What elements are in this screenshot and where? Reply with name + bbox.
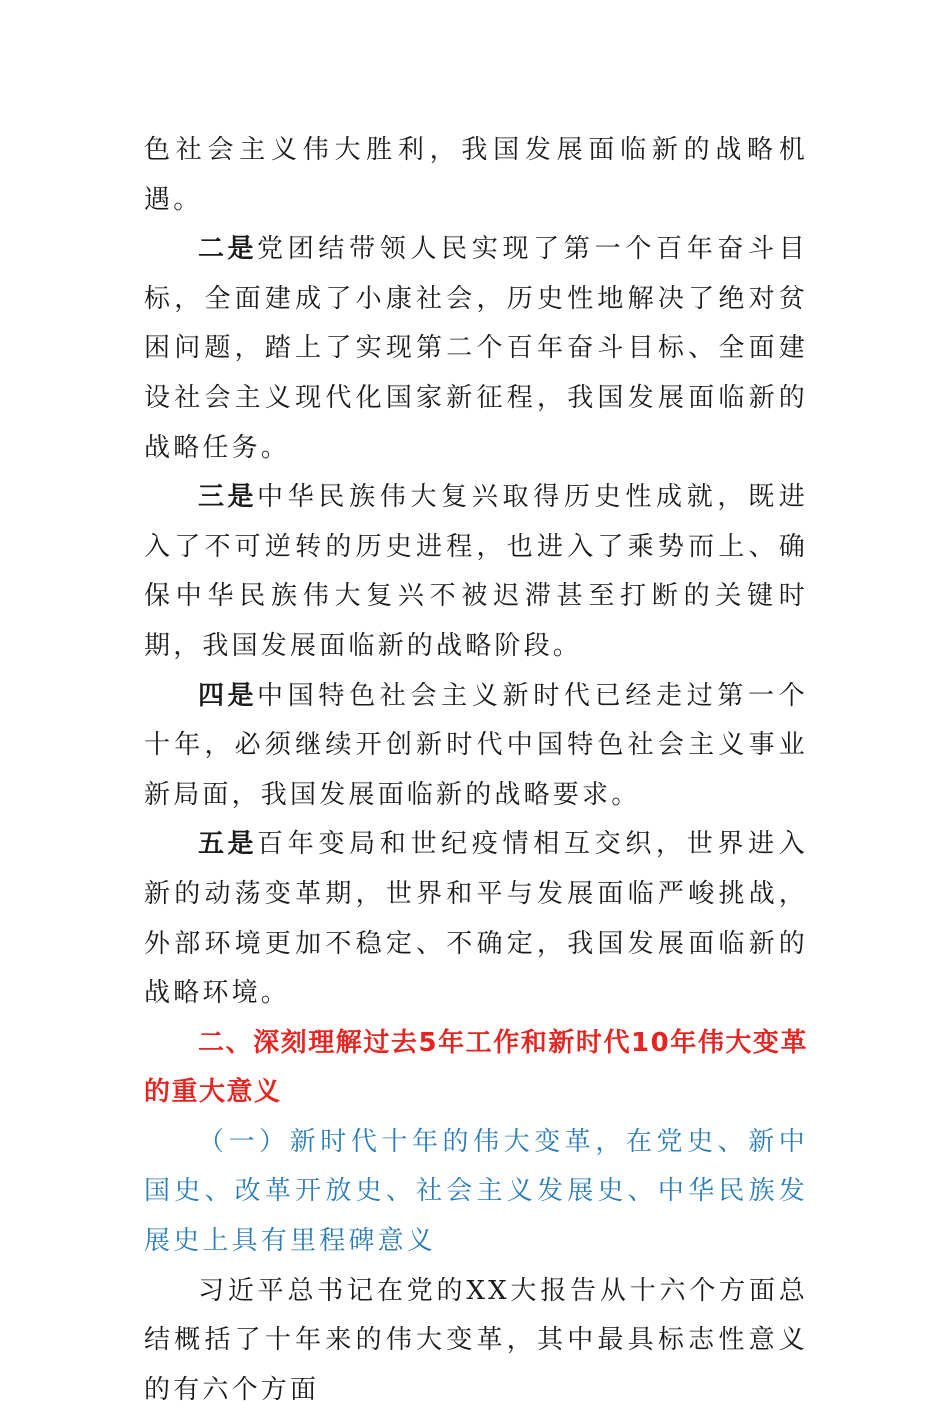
point-two-text: 党团结带领人民实现了第一个百年奋斗目标，全面建成了小康社会，历史性地解决了绝对贫困问题，踏上了实现第二个百年奋斗目标、全面建设社会主义现代化国家新征程，我国发展面临新的战略任务。	[144, 234, 808, 463]
document-body	[144, 126, 808, 1415]
point-three-text: 中华民族伟大复兴取得历史性成就，既进入了不可逆转的历史进程，也进入了乘势而上、确保中华民族伟大复兴不被迟滞甚至打断的关键时期，我国发展面临新的战略阶段。	[144, 482, 808, 661]
point-four-paragraph	[144, 672, 808, 821]
point-two-paragraph	[144, 225, 808, 473]
point-three-paragraph	[144, 473, 808, 671]
point-two-lead: 二是	[198, 234, 257, 265]
point-four-lead: 四是	[198, 680, 257, 711]
point-five-text: 百年变局和世纪疫情相互交织，世界进入新的动荡变革期，世界和平与发展面临严峻挑战，外部环境更加不稳定、不确定，我国发展面临新的战略环境。	[144, 829, 808, 1009]
body-paragraph: 习近平总书记在党的XX大报告从十六个方面总结概括了十年来的伟大变革，其中最具标志性意义的有六个方面	[144, 1275, 808, 1405]
section-heading: 二、深刻理解过去5年工作和新时代10年伟大变革的重大意义	[144, 1027, 808, 1108]
point-three-lead: 三是	[198, 482, 257, 513]
point-four-text: 中国特色社会主义新时代已经走过第一个十年，必须继续开创新时代中国特色社会主义事业新局面，我国发展面临新的战略要求。	[144, 680, 808, 810]
subsection-heading: （一）新时代十年的伟大变革，在党史、新中国史、改革开放史、社会主义发展史、中华民族发展史上具有里程碑意义	[144, 1126, 808, 1257]
point-five-paragraph	[144, 820, 808, 1018]
point-five-lead: 五是	[198, 829, 257, 860]
continuation-paragraph: 色社会主义伟大胜利，我国发展面临新的战略机遇。	[144, 135, 808, 215]
